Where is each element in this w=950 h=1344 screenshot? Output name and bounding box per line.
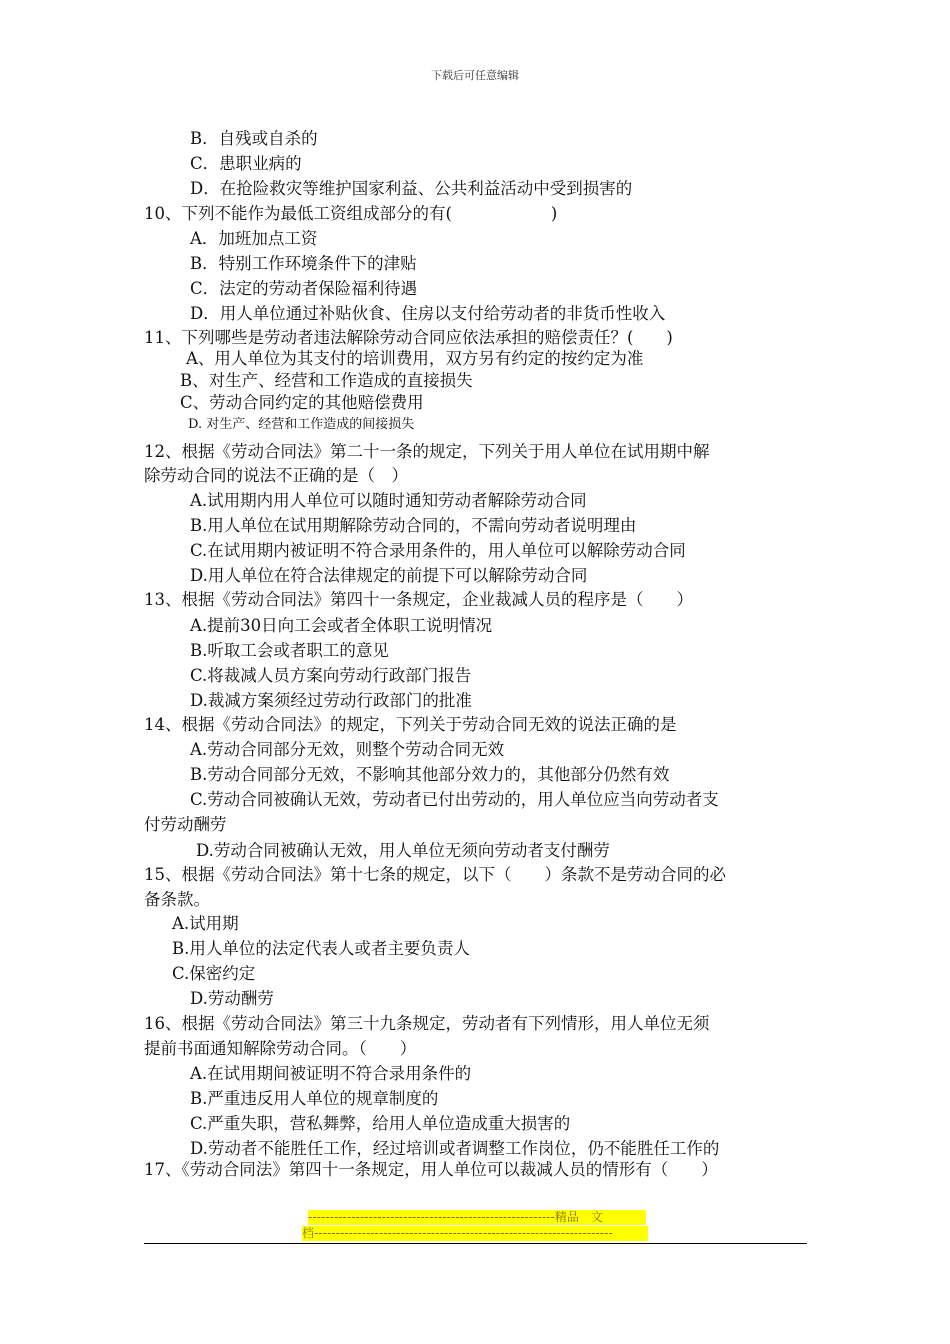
question-line: 17、《劳动合同法》第四十一条规定，用人单位可以裁减人员的情形有（ ）	[144, 1160, 718, 1179]
footer-watermark-line-1: ---------------------------------------------------------精品 文	[308, 1210, 646, 1225]
option-line: D.劳动合同被确认无效，用人单位无须向劳动者支付酬劳	[196, 841, 610, 860]
option-line: A、用人单位为其支付的培训费用，双方另有约定的按约定为准	[186, 349, 644, 368]
question-line: 15、根据《劳动合同法》第十七条的规定，以下（ ）条款不是劳动合同的必	[144, 865, 726, 884]
option-line: A.试用期内用人单位可以随时通知劳动者解除劳动合同	[190, 491, 587, 510]
question-line: 11、下列哪些是劳动者违法解除劳动合同应依法承担的赔偿责任？( )	[144, 328, 673, 347]
option-line: C.劳动合同被确认无效，劳动者已付出劳动的，用人单位应当向劳动者支	[190, 790, 719, 809]
question-line: 12、根据《劳动合同法》第二十一条的规定，下列关于用人单位在试用期中解	[144, 442, 710, 461]
option-line: A．加班加点工资	[190, 229, 318, 248]
option-line: D．在抢险救灾等维护国家利益、公共利益活动中受到损害的	[190, 179, 633, 198]
option-line: B、对生产、经营和工作造成的直接损失	[180, 371, 473, 390]
footer-divider	[144, 1243, 807, 1244]
question-line: 提前书面通知解除劳动合同。（ ）	[144, 1039, 417, 1058]
option-line: A.试用期	[172, 914, 239, 933]
option-line: B.用人单位的法定代表人或者主要负责人	[172, 939, 470, 958]
option-line: C.在试用期内被证明不符合录用条件的，用人单位可以解除劳动合同	[190, 541, 686, 560]
option-line: D.劳动酬劳	[190, 989, 274, 1008]
option-line: A.劳动合同部分无效，则整个劳动合同无效	[190, 740, 505, 759]
option-line: B.听取工会或者职工的意见	[190, 641, 389, 660]
question-line: 14、根据《劳动合同法》的规定，下列关于劳动合同无效的说法正确的是	[144, 715, 677, 734]
option-line: C.保密约定	[172, 964, 256, 983]
option-line: D. 对生产、经营和工作造成的间接损失	[188, 417, 415, 432]
option-line: D.用人单位在符合法律规定的前提下可以解除劳动合同	[190, 566, 588, 585]
page-header: 下载后可任意编辑	[431, 69, 519, 82]
option-line: D.劳动者不能胜任工作，经过培训或者调整工作岗位，仍不能胜任工作的	[190, 1139, 720, 1158]
option-line: C、劳动合同约定的其他赔偿费用	[180, 393, 424, 412]
question-line: 16、根据《劳动合同法》第三十九条规定，劳动者有下列情形，用人单位无须	[144, 1014, 710, 1033]
option-line: D．用人单位通过补贴伙食、住房以支付给劳动者的非货币性收入	[190, 304, 666, 323]
question-line: 13、根据《劳动合同法》第四十一条规定，企业裁减人员的程序是（ ）	[144, 590, 693, 609]
option-line: A.在试用期间被证明不符合录用条件的	[190, 1064, 472, 1083]
question-line: 除劳动合同的说法不正确的是（ ）	[144, 466, 408, 485]
option-line: C.严重失职，营私舞弊，给用人单位造成重大损害的	[190, 1114, 571, 1133]
option-line: C．法定的劳动者保险福利待遇	[190, 279, 418, 298]
question-line: 10、下列不能作为最低工资组成部分的有( )	[144, 204, 558, 223]
option-line: B．特别工作环境条件下的津贴	[190, 254, 417, 273]
option-line: D.裁减方案须经过劳动行政部门的批准	[190, 691, 472, 710]
option-line: B.严重违反用人单位的规章制度的	[190, 1089, 439, 1108]
continuation-line: 付劳动酬劳	[144, 815, 227, 834]
option-line: C．患职业病的	[190, 154, 302, 173]
footer-watermark-line-2: 档---------------------------------------------------------------------	[302, 1226, 648, 1241]
option-line: B.劳动合同部分无效，不影响其他部分效力的，其他部分仍然有效	[190, 765, 670, 784]
option-line: B．自残或自杀的	[190, 129, 318, 148]
option-line: C.将裁减人员方案向劳动行政部门报告	[190, 666, 472, 685]
option-line: B.用人单位在试用期解除劳动合同的，不需向劳动者说明理由	[190, 516, 637, 535]
question-line: 备条款。	[144, 890, 210, 909]
option-line: A.提前30日向工会或者全体职工说明情况	[190, 616, 493, 635]
